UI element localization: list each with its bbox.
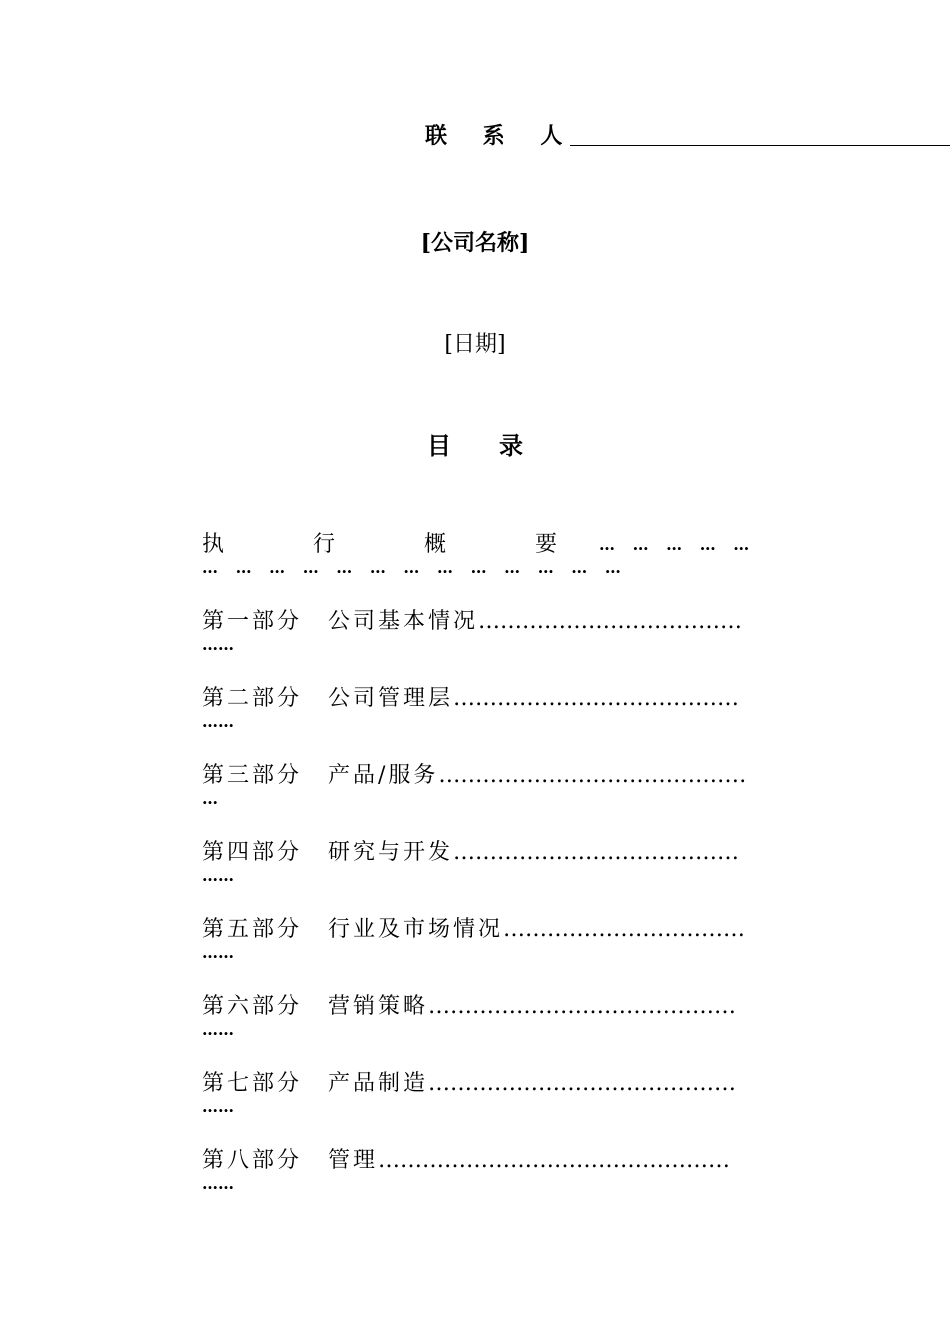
- toc-part-name: 研究与开发: [328, 840, 454, 865]
- toc-leader-dots-continued: ……: [202, 1097, 234, 1116]
- toc-part-label: 第三部分: [202, 763, 303, 788]
- company-name: [公司名称]: [420, 230, 530, 256]
- toc-leader-dots: …………………………………: [453, 686, 740, 711]
- toc-leader-dots: ……………………………………: [428, 994, 737, 1019]
- toc-part-label: 第八部分: [202, 1148, 303, 1173]
- exec-summary-char: 执: [202, 532, 225, 557]
- toc-leader-dots: ……………………………………: [428, 1071, 737, 1096]
- toc-item-executive-summary: [202, 530, 762, 576]
- toc-leader-dots-continued: ……: [202, 635, 234, 654]
- toc-title: [0, 431, 950, 461]
- toc-leader-dots-continued: … … … … … … … … … … … … …: [202, 558, 627, 577]
- document-date: [日期]: [444, 332, 506, 357]
- toc-item: [202, 1146, 762, 1192]
- toc-leader-dots-continued: ……: [202, 1174, 234, 1193]
- toc-part-label: 第一部分: [202, 609, 303, 634]
- toc-item: [202, 992, 762, 1038]
- toc-part-name: 产品/服务: [328, 763, 439, 788]
- toc-leader-dots: …………………………………………: [378, 1148, 731, 1173]
- toc-leader-dots: ……………………………………: [438, 763, 747, 788]
- toc-item: [202, 761, 762, 807]
- toc-part-name: 公司管理层: [328, 686, 454, 711]
- toc-item: [202, 1069, 762, 1115]
- exec-summary-char: 行: [313, 532, 336, 557]
- toc-leader-dots-continued: …: [202, 789, 218, 808]
- toc-leader-dots: ……………………………: [503, 917, 746, 942]
- exec-summary-char: 概: [424, 532, 447, 557]
- toc-part-label: 第五部分: [202, 917, 303, 942]
- toc-part-label: 第二部分: [202, 686, 303, 711]
- toc-item: [202, 607, 762, 653]
- toc-part-label: 第六部分: [202, 994, 303, 1019]
- toc-part-name: 公司基本情况: [328, 609, 479, 634]
- toc-leader-dots-continued: ……: [202, 943, 234, 962]
- toc-title-right: 录: [499, 431, 523, 460]
- toc-item: [202, 684, 762, 730]
- toc-title-left: 目: [427, 431, 451, 460]
- toc-part-label: 第七部分: [202, 1071, 303, 1096]
- contact-person-field: [425, 114, 950, 150]
- toc-part-name: 产品制造: [328, 1071, 429, 1096]
- contact-person-label: 联 系 人: [425, 123, 577, 149]
- toc-leader-dots: ………………………………: [478, 609, 743, 634]
- contact-person-underline: [570, 121, 950, 146]
- toc-leader-dots: … … … … …: [599, 535, 756, 554]
- toc-leader-dots-continued: ……: [202, 1020, 234, 1039]
- toc-leader-dots-continued: ……: [202, 866, 234, 885]
- toc-part-label: 第四部分: [202, 840, 303, 865]
- toc-part-name: 行业及市场情况: [328, 917, 504, 942]
- toc-part-name: 管理: [328, 1148, 379, 1173]
- toc-part-name: 营销策略: [328, 994, 429, 1019]
- toc-item: [202, 915, 762, 961]
- toc-leader-dots-continued: ……: [202, 712, 234, 731]
- toc-item: [202, 838, 762, 884]
- exec-summary-char: 要: [535, 532, 558, 557]
- toc-leader-dots: …………………………………: [453, 840, 740, 865]
